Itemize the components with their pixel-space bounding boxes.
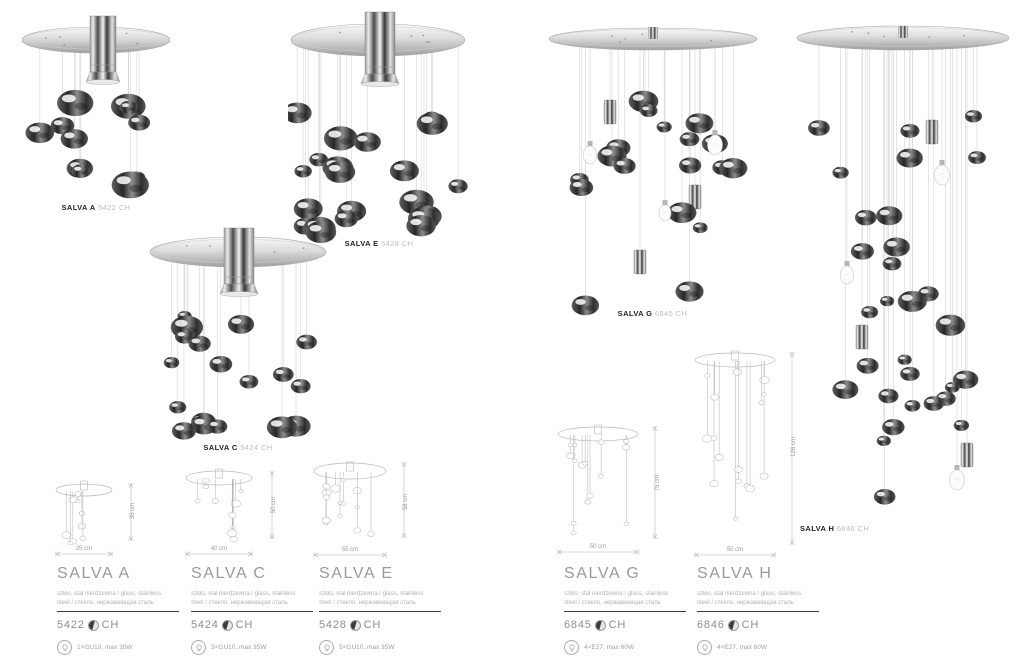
product-description [57, 590, 179, 612]
tech-drawing-salva-a [52, 476, 137, 562]
product-info-salva-c [191, 565, 313, 655]
product-spec-row [697, 640, 819, 655]
photo-caption-code: 6845 CH [654, 309, 688, 318]
bulb-icon [57, 640, 72, 655]
tech-drawing-salva-e [310, 455, 410, 563]
product-code: 5424 [191, 619, 219, 631]
product-code-row [697, 619, 819, 631]
chrome-finish-swatch-icon [350, 620, 361, 631]
product-photo-salva-c [142, 226, 334, 452]
line-drawing-salva-g [556, 420, 661, 560]
chrome-finish-swatch-icon [595, 620, 606, 631]
photo-caption-name: SALVA C [203, 443, 238, 452]
photo-caption-name: SALVA G [617, 309, 653, 318]
product-description [319, 590, 441, 612]
chandelier-image-salva-g [545, 25, 760, 318]
product-name: SALVA E [319, 565, 394, 582]
spec-text: 3×GU10, max 35W [211, 644, 267, 651]
product-photo-salva-h [792, 25, 1014, 533]
description-line-2: steel / стекло, нержавеющая сталь [564, 600, 661, 606]
line-drawing-salva-h [693, 348, 798, 563]
photo-caption-code: 6846 CH [836, 524, 870, 533]
product-code: 5428 [319, 619, 347, 631]
bulb-icon [564, 640, 579, 655]
chrome-finish-swatch-icon [728, 620, 739, 631]
finish-code: CH [608, 619, 627, 631]
product-spec-row [319, 640, 441, 655]
description-line-1: szkło, stal nierdzewna / glass, stainless [564, 591, 669, 597]
photo-caption-code: 5424 CH [240, 443, 273, 452]
product-spec-row [57, 640, 179, 655]
product-info-salva-e [319, 565, 441, 655]
tech-drawing-salva-g [556, 420, 661, 560]
product-spec-row [564, 640, 686, 655]
spec-text: 4×E27, max 60W [717, 644, 768, 651]
chandelier-image-salva-h [792, 25, 1014, 533]
photo-caption-name: SALVA H [800, 524, 835, 533]
bulb-icon [191, 640, 206, 655]
product-description [564, 590, 686, 612]
chrome-finish-swatch-icon [88, 620, 99, 631]
product-name: SALVA C [191, 565, 267, 582]
product-code-row [57, 619, 179, 631]
description-line-1: szkło, stal nierdzewna / glass, stainless [191, 591, 296, 597]
product-photo-salva-g [545, 25, 760, 318]
dimension-height-label: 35 cm [129, 502, 136, 520]
product-info-salva-g [564, 565, 686, 655]
chandelier-image-salva-a [10, 12, 182, 212]
description-line-1: szkło, stal nierdzewna / glass, stainless [697, 591, 802, 597]
photo-caption-name: SALVA E [344, 239, 379, 248]
dimension-height-label: 58 cm [402, 493, 409, 511]
product-photo-salva-a [10, 12, 182, 212]
description-line-2: steel / стекло, нержавеющая сталь [697, 600, 794, 606]
bulb-icon [697, 640, 712, 655]
description-line-1: szkło, stal nierdzewna / glass, stainless [319, 591, 424, 597]
photo-caption-name: SALVA A [61, 203, 96, 212]
chandelier-image-salva-e [288, 8, 470, 248]
photo-caption-salva-a [10, 203, 182, 212]
product-name: SALVA H [697, 565, 773, 582]
dimension-height-label: 75 cm [654, 474, 661, 492]
dimension-height-label: 50 cm [270, 496, 277, 514]
chrome-finish-swatch-icon [222, 620, 233, 631]
description-line-2: steel / стекло, нержавеющая сталь [191, 600, 288, 606]
product-name: SALVA A [57, 565, 131, 582]
tech-drawing-salva-c [183, 462, 278, 562]
description-line-1: szkło, stal nierdzewna / glass, stainless [57, 591, 162, 597]
photo-caption-code: 5422 CH [98, 203, 131, 212]
product-photo-salva-e [288, 8, 470, 248]
finish-code: CH [235, 619, 254, 631]
dimension-width-label: 55 cm [341, 547, 359, 553]
product-code: 6846 [697, 619, 725, 631]
product-code-row [191, 619, 313, 631]
product-code: 6845 [564, 619, 592, 631]
dimension-width-label: 25 cm [75, 546, 93, 552]
tech-drawing-salva-h [693, 348, 798, 563]
chandelier-image-salva-c [142, 226, 334, 452]
product-info-salva-a [57, 565, 179, 655]
description-line-2: steel / стекло, нержавеющая сталь [57, 600, 154, 606]
photo-caption-salva-c [142, 443, 334, 452]
finish-code: CH [741, 619, 760, 631]
dimension-width-label: 40 cm [210, 546, 228, 552]
spec-text: 4×E27, max 60W [584, 644, 635, 651]
product-description [697, 590, 819, 612]
product-code-row [564, 619, 686, 631]
product-code: 5422 [57, 619, 85, 631]
product-spec-row [191, 640, 313, 655]
product-name: SALVA G [564, 565, 641, 582]
product-description [191, 590, 313, 612]
finish-code: CH [363, 619, 382, 631]
description-line-2: steel / стекло, нержавеющая сталь [319, 600, 416, 606]
dimension-height-label: 126 cm [791, 437, 798, 457]
photo-caption-code: 5428 CH [381, 239, 414, 248]
dimension-width-label: 50 cm [589, 544, 607, 550]
bulb-icon [319, 640, 334, 655]
spec-text: 1×GU10, max 35W [77, 644, 133, 651]
finish-code: CH [101, 619, 120, 631]
photo-caption-salva-h [792, 524, 1022, 533]
spec-text: 5×GU10, max 35W [339, 644, 395, 651]
dimension-width-label: 50 cm [726, 547, 744, 553]
product-code-row [319, 619, 441, 631]
product-info-salva-h [697, 565, 819, 655]
photo-caption-salva-g [545, 309, 760, 318]
